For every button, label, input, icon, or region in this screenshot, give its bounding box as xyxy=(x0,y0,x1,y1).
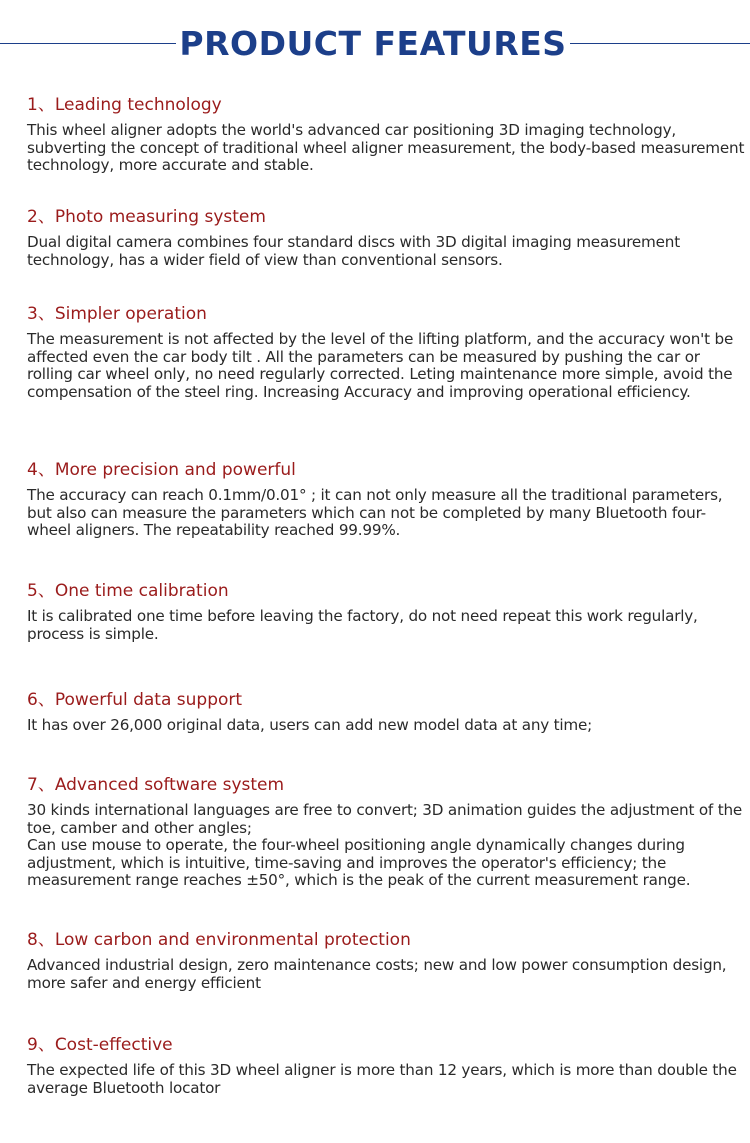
feature-heading: 5、One time calibration xyxy=(27,581,229,601)
feature-text: The measurement is not affected by the level of the lifting platform, and the accuracy won't be affected even the car body tilt . All the parameters can be measured by pushing the car or rolling car wheel only, no need regularly corrected. Leting maintenance more simple, avoid the compensation of the steel ring. Increasing Accuracy and improving operational efficiency. xyxy=(27,330,734,401)
page-header xyxy=(0,22,750,66)
feature-heading: 7、Advanced software system xyxy=(27,775,285,795)
page-title: PRODUCT FEATURES xyxy=(179,24,567,63)
feature-heading: 1、Leading technology xyxy=(27,95,222,115)
feature-text: Dual digital camera combines four standard discs with 3D digital imaging measurement technology, has a wider field of view than conventional sensors. xyxy=(27,233,680,269)
feature-section-5 xyxy=(27,580,745,643)
feature-heading: 4、More precision and powerful xyxy=(27,460,296,480)
feature-text: It is calibrated one time before leaving the factory, do not need repeat this work regularly, process is simple. xyxy=(27,607,698,643)
feature-heading: 3、Simpler operation xyxy=(27,304,207,324)
feature-heading: 8、Low carbon and environmental protection xyxy=(27,930,411,950)
feature-text: Can use mouse to operate, the four-wheel positioning angle dynamically changes during adjustment, which is intuitive, time-saving and improves the operator's efficiency; the measurement range reaches ±50°, which is the peak of the current measurement range. xyxy=(27,836,691,889)
feature-section-1 xyxy=(27,94,745,175)
feature-text: This wheel aligner adopts the world's advanced car positioning 3D imaging technology, subverting the concept of traditional wheel aligner measurement, the body-based measurement technology, more accurate and stable. xyxy=(27,121,745,174)
feature-text: The accuracy can reach 0.1mm/0.01° ; it can not only measure all the traditional parameters, but also can measure the parameters which can not be completed by many Bluetooth four-wheel aligners. The repeatability reached 99.99%. xyxy=(27,486,723,539)
feature-text: The expected life of this 3D wheel aligner is more than 12 years, which is more than double the average Bluetooth locator xyxy=(27,1061,737,1097)
feature-section-7 xyxy=(27,774,745,890)
feature-text: 30 kinds international languages are free to convert; 3D animation guides the adjustment of the toe, camber and other angles; xyxy=(27,801,743,837)
header-rule-right xyxy=(570,43,750,44)
header-rule-left xyxy=(0,43,176,44)
feature-heading: 9、Cost-effective xyxy=(27,1035,173,1055)
feature-section-3 xyxy=(27,303,745,401)
feature-section-6 xyxy=(27,689,745,735)
feature-heading: 6、Powerful data support xyxy=(27,690,243,710)
feature-text: Advanced industrial design, zero maintenance costs; new and low power consumption design, more safer and energy efficient xyxy=(27,956,727,992)
feature-section-8 xyxy=(27,929,745,992)
feature-section-2 xyxy=(27,206,745,269)
feature-section-4 xyxy=(27,459,745,540)
feature-section-9 xyxy=(27,1034,745,1097)
feature-heading: 2、Photo measuring system xyxy=(27,207,266,227)
feature-text: It has over 26,000 original data, users can add new model data at any time; xyxy=(27,716,593,734)
